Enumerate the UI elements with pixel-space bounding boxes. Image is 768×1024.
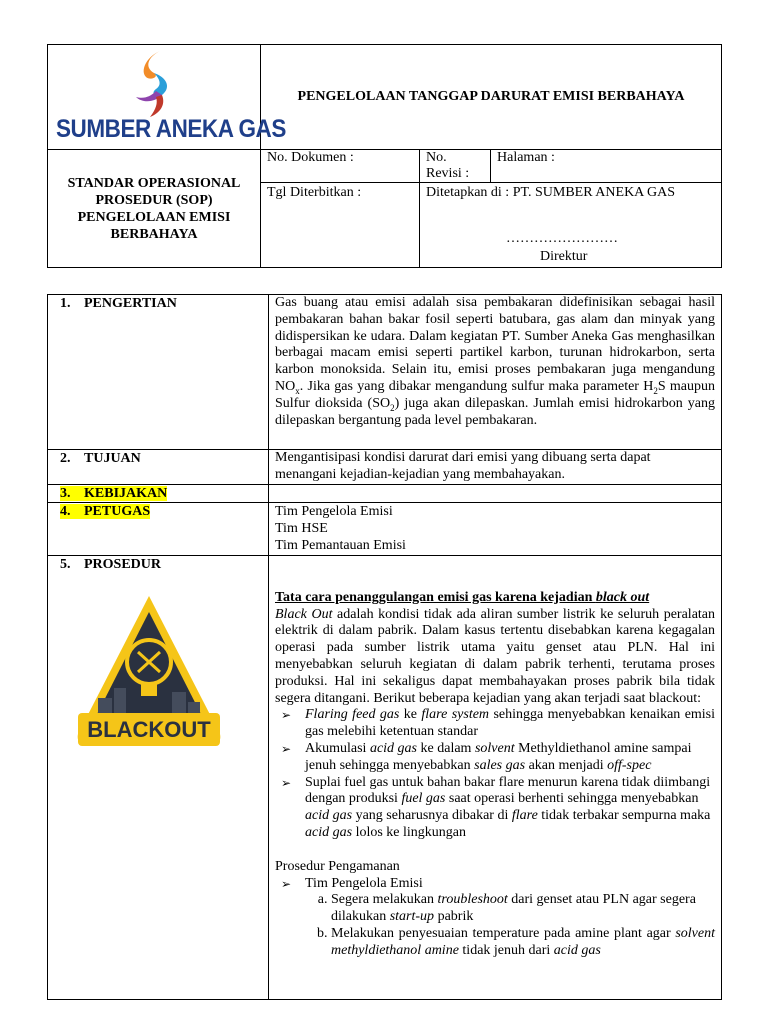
document-title: PENGELOLAAN TANGGAP DARURAT EMISI BERBAHAYA — [261, 45, 722, 150]
logo-cell — [48, 45, 286, 150]
blackout-effects-list — [275, 707, 715, 841]
halaman-label: Halaman : — [491, 150, 722, 183]
pengamanan-title: Prosedur Pengamanan — [275, 858, 400, 874]
section-petugas-list — [269, 503, 722, 555]
petugas-item: Tim Pengelola Emisi — [275, 504, 393, 520]
section-petugas-label: 4. PETUGAS — [48, 503, 269, 555]
section-kebijakan-label: 3. KEBIJAKAN — [48, 484, 269, 503]
list-item: ➢ Suplai fuel gas untuk bahan bakar flare menurun karena tidak diimbangi dengan produksi fuel gas saat operasi berhenti sehingga menyebabkan acid gas yang seharusnya dibakar di flare tidak terbakar sempurna maka acid gas lolos ke lingkungan — [279, 775, 715, 842]
section-tujuan-label: 2. TUJUAN — [48, 450, 269, 485]
section-kebijakan-text — [269, 484, 722, 503]
prosedur-heading: Tata cara penanggulangan emisi gas karena kejadian black out — [275, 589, 650, 605]
blackout-warning-sign-icon — [74, 592, 224, 748]
direktur-label: Direktur — [540, 249, 588, 264]
tgl-diterbitkan-label: Tgl Diterbitkan : — [261, 183, 420, 268]
ditetapkan-cell — [420, 183, 722, 268]
list-item: b. Melakukan penyesuaian temperature pada amine plant agar solvent methyldiethanol amine tidak jenuh dari acid gas — [331, 926, 715, 960]
no-dokumen-label: No. Dokumen : — [261, 150, 420, 183]
pengamanan-steps — [275, 892, 715, 959]
list-item: ➢ Tim Pengelola Emisi — [279, 876, 715, 893]
logo-text: SUMBER ANEKA GAS — [56, 115, 286, 143]
pengamanan-list — [275, 876, 715, 893]
ditetapkan-label: Ditetapkan di : PT. SUMBER ANEKA GAS — [426, 185, 676, 200]
petugas-item: Tim HSE — [275, 521, 328, 537]
content-table — [47, 294, 722, 1000]
section-prosedur-text — [269, 555, 722, 999]
section-pengertian-text: Gas buang atau emisi adalah sisa pembakaran didefinisikan sebagai hasil pembakaran bahan bakar fosil seperti batubara, gas alam dan minyak yang didispersikan ke udara. Dalam kegiatan PT. Sumber Aneka Gas menghasilkan berbagai macam emisi seperti partikel karbon, turunan hidrokarbon, serta karbon monoksida. Selain itu, emisi proses pembakaran juga mengandung $NO_x$. Jika gas yang dibakar mengandung sulfur maka parameter $H_2S$ maupun Sulfur dioksida $(SO_2)$ juga akan dilepaskan. Jumlah emisi hidrokarbon yang dilepaskan bergantung pada level pembakaran. — [269, 295, 722, 450]
section-prosedur-label: 5. PROSEDUR BLACKOUT — [48, 555, 269, 999]
company-logo-icon — [120, 47, 190, 119]
list-item: a. Segera melakukan troubleshoot dari genset atau PLN agar segera dilakukan start-up pabrik — [331, 892, 715, 926]
petugas-item: Tim Pemantauan Emisi — [275, 537, 406, 553]
sop-title: STANDAR OPERASIONAL PROSEDUR (SOP) PENGELOLAAN EMISI BERBAHAYA — [48, 150, 261, 268]
list-item: ➢ Akumulasi acid gas ke dalam solvent Methyldiethanol amine sampai jenuh sehingga menyebabkan sales gas akan menjadi off-spec — [279, 741, 715, 775]
header-table — [47, 44, 722, 268]
prosedur-intro: Black Out adalah kondisi tidak ada aliran sumber listrik ke seluruh peralatan elektrik di dalam pabrik. Dalam kasus tertentu disebabkan karena kegagalan operasi pada sumber listrik utama yaitu genset atau PLN. Hal ini menyebabkan seluruh kegiatan di dalam pabrik terhenti, terutama proses produksi. Hal ini sekaligus dapat membahayakan proses pabrik bila tidak segera ditangani. Berikut beberapa kejadian yang akan terjadi saat blackout: — [275, 606, 716, 706]
no-revisi-label: No. Revisi : — [420, 150, 491, 183]
section-tujuan-text: Mengantisipasi kondisi darurat dari emisi yang dibuang serta dapat menangani kejadian-kejadian yang membahayakan. — [269, 450, 722, 485]
section-pengertian-label: 1. PENGERTIAN — [48, 295, 269, 450]
blackout-caption: BLACKOUT — [87, 716, 211, 742]
signature-line: …………………… — [506, 231, 618, 246]
list-item: ➢ Flaring feed gas ke flare system sehingga menyebabkan kenaikan emisi gas melebihi ketentuan standar — [279, 707, 715, 741]
